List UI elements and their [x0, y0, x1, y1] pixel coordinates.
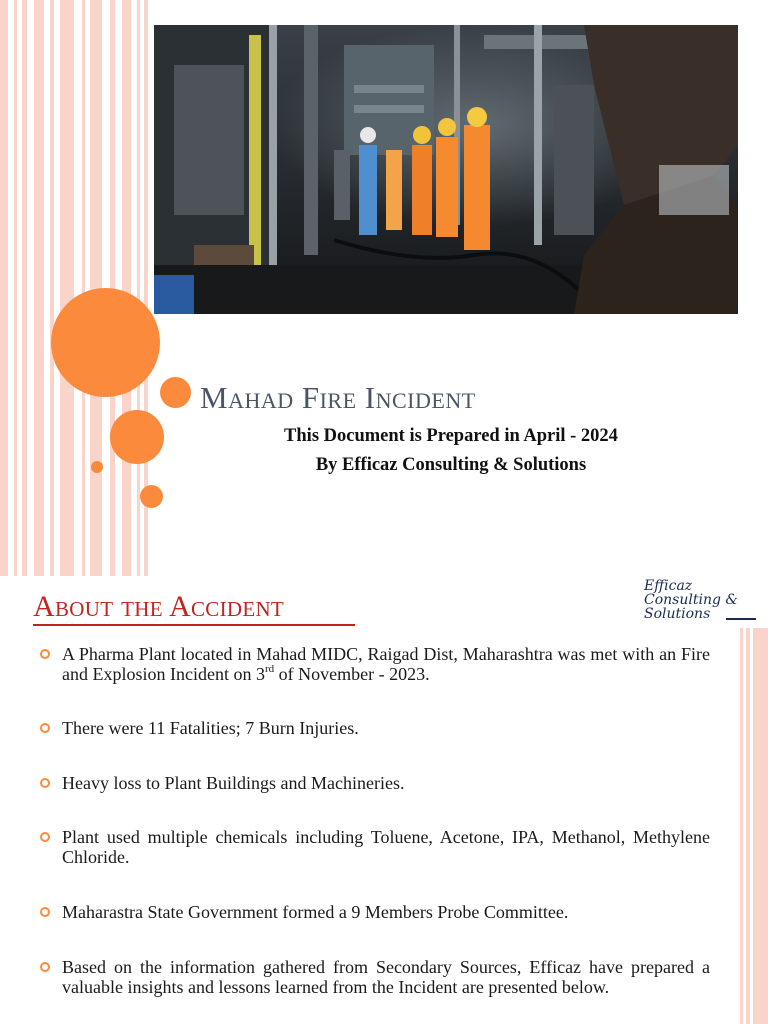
about-slide [0, 576, 768, 1024]
bullet-text: There were 11 Fatalities; 7 Burn Injuries. [62, 718, 359, 738]
bullet-icon [40, 962, 50, 972]
decorative-circle-small [160, 377, 191, 408]
decorative-circle-large [51, 288, 160, 397]
bullet-icon [40, 723, 50, 733]
bullet-icon [40, 832, 50, 842]
decorative-circle-tiny [91, 461, 103, 473]
bullet-text: Maharastra State Government formed a 9 Members Probe Committee. [62, 902, 569, 922]
decorative-circle-small-2 [140, 485, 163, 508]
bullet-text: Based on the information gathered from Secondary Sources, Efficaz have prepared a valuable insights and lessons learned from the Incident are presented below. [62, 957, 710, 997]
decorative-stripes-right [740, 628, 768, 1024]
logo-underline [726, 618, 756, 620]
logo-line-3: Solutions [644, 606, 711, 622]
bullet-text: A Pharma Plant located in Mahad MIDC, Raigad Dist, Maharashtra was met with an Fire and Explosion Incident on 3rd of November - 2023. [62, 644, 710, 684]
bullet-icon [40, 778, 50, 788]
section-heading: About the Accident [33, 590, 285, 623]
subtitle-date: This Document is Prepared in April - 2024 [284, 426, 618, 446]
decorative-circle-medium [110, 410, 164, 464]
bullet-text: Heavy loss to Plant Buildings and Machineries. [62, 773, 405, 793]
decorative-stripes [0, 0, 150, 576]
slide-title: Mahad Fire Incident [200, 380, 476, 415]
subtitle-author: By Efficaz Consulting & Solutions [315, 455, 587, 475]
company-logo [640, 578, 768, 626]
bullet-text: Plant used multiple chemicals including Toluene, Acetone, IPA, Methanol, Methylene Chloride. [62, 827, 710, 867]
logo-line-2: Consulting & [644, 592, 738, 608]
heading-underline [33, 624, 355, 626]
incident-photo [154, 25, 738, 314]
logo-line-1: Efficaz [644, 578, 693, 594]
bullet-icon [40, 649, 50, 659]
bullet-icon [40, 907, 50, 917]
